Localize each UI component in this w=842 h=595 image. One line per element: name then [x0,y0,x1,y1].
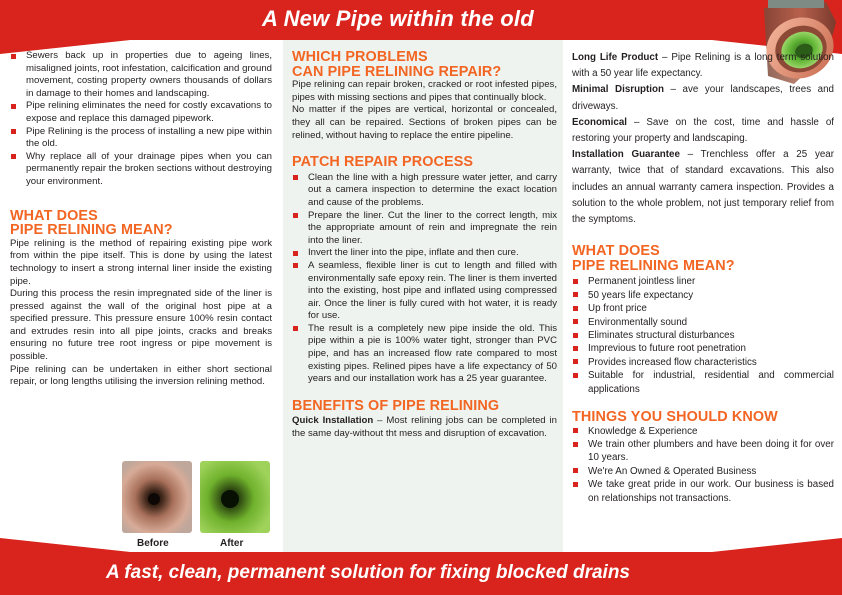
list-item: Sewers back up in properties due to ageing lines, misaligned joints, root infestation, calcification and ground movement, costing property owners thousands of dollars in damage to their homes and landscaping. [10,50,272,100]
section-heading: WHAT DOES PIPE RELINING MEAN? [10,207,173,239]
bullet-square-icon [573,468,578,473]
section-heading: WHICH PROBLEMS CAN PIPE RELINING REPAIR? [292,49,502,80]
list-item: Why replace all of your drainage pipes when you can permanently repair the broken sections without destroying your environment. [10,151,272,189]
bullet-square-icon [573,319,578,324]
bullet-square-icon [293,251,298,256]
intro-bullet-list [10,50,272,189]
bullet-square-icon [573,373,578,378]
list-item: The result is a completely new pipe inside the old. This pipe within a pie is 100% water tight, stronger than PVC pipe, and has an increased flow rate compared to most existing pipes. Relined pipes have a life expectancy of 50 years and our installation work has a 25 year guarantee. [292,323,557,386]
benefits-bullet-list [572,275,834,396]
bullet-square-icon [573,333,578,338]
section-heading: WHAT DOES PIPE RELINING MEAN? [572,243,735,274]
list-item: Imprevious to future root penetration [572,342,834,355]
paragraph: During this process the resin impregnated side of the liner is pressed against the wall of the original host pipe at a specified pressure. This pressure ensure 100% resin contact and extrudes resin into all pipe joints, cracks and breaks ensuring no future tree root ingress or pipe movement is possible. [10,288,272,363]
paragraph: No matter if the pipes are vertical, horizontal or concealed, they all can be repaired. Sections of broken pipes can be relined, without having to replace the entire pipeline. [292,104,557,141]
paragraph: Installation Guarantee – Trenchless offer a 25 year warranty, twice that of standard excavations. This also includes an annual warranty camera inspection. Provides a solution to the whole problem, not just temporary relief from the symptoms. [572,149,834,226]
bullet-square-icon [573,346,578,351]
bullet-square-icon [573,306,578,311]
bullet-square-icon [573,292,578,297]
top-banner [0,0,842,40]
list-item: We take great pride in our work. Our business is based on relationships not transactions. [572,478,834,505]
list-item: Prepare the liner. Cut the liner to the correct length, mix the appropriate amount of rein and impregnate the rein into the liner. [292,210,557,248]
section-heading: BENEFITS OF PIPE RELINING [292,397,500,414]
list-item: Pipe relining eliminates the need for costly excavations to expose and replace this damaged pipework. [10,100,272,125]
bullet-square-icon [293,175,298,180]
list-item: Clean the line with a high pressure water jetter, and carry out a camera inspection to determine the exact location and cause of the problems. [292,172,557,210]
after-caption: After [220,538,244,549]
bullet-square-icon [293,213,298,218]
bullet-square-icon [573,359,578,364]
list-item: Pipe Relining is the process of installing a new pipe within the old. [10,126,272,151]
bottom-banner [0,552,842,595]
list-item: We're An Owned & Operated Business [572,465,834,478]
before-photo [122,461,192,533]
list-item: Up front price [572,302,834,315]
patch-steps-list [292,172,557,386]
list-item: Environmentally sound [572,316,834,329]
bullet-square-icon [573,428,578,433]
list-item: Permanent jointless liner [572,275,834,288]
bullet-square-icon [11,104,16,109]
list-item: 50 years life expectancy [572,289,834,302]
list-item: Invert the liner into the pipe, inflate and then cure. [292,247,557,260]
list-item: Eliminates structural disturbances [572,329,834,342]
paragraph: Economical – Save on the cost, time and hassle of restoring your property and landscaping. [572,116,834,145]
section-heading: PATCH REPAIR PROCESS [292,154,474,171]
list-item: A seamless, flexible liner is cut to length and filled with environmentally safe epoxy rein. The liner is them inverted into the existing, host pipe and inflated using compressed air. Once the liner is fully cured with hot water, it is ready for use. [292,260,557,323]
right-column [572,50,834,505]
paragraph: Long Life Product – Pipe Relining is a long term solution with a 50 year life expectancy. [572,52,835,80]
know-bullet-list [572,425,834,505]
bullet-square-icon [573,279,578,284]
paragraph: Minimal Disruption – ave your landscapes, trees and driveways. [572,84,834,112]
before-caption: Before [137,538,169,549]
list-item: We train other plumbers and have been doing it for over 10 years. [572,438,834,465]
list-item: Suitable for industrial, residential and commercial applications [572,369,834,396]
bullet-square-icon [573,482,578,487]
paragraph: Pipe relining is the method of repairing existing pipe work from within the pipe itself. This is done by using the latest technology to insert a strong internal liner inside the existing pipe. [10,237,272,287]
bullet-square-icon [293,263,298,268]
after-photo [200,461,270,533]
list-item: Provides increased flow characteristics [572,356,834,369]
paragraph: Pipe relining can be undertaken in either short sectional repair, or long lengths utilising the inversion relining method. [10,363,272,388]
bullet-square-icon [293,326,298,331]
page-title: A New Pipe within the old [262,6,534,31]
bottom-left-wedge [0,538,130,552]
bullet-square-icon [11,129,16,134]
bullet-square-icon [11,154,16,159]
middle-column [292,50,557,441]
section-heading: THINGS YOU SHOULD KNOW [572,409,778,426]
footer-slogan: A fast, clean, permanent solution for fixing blocked drains [106,562,630,583]
bottom-right-wedge [712,538,842,552]
bullet-square-icon [11,54,16,59]
list-item: Knowledge & Experience [572,425,834,438]
paragraph: Quick Installation – Most relining jobs can be completed in the same day-without tht mess and disruption of excavation. [292,415,557,440]
left-column [10,50,272,389]
bullet-square-icon [573,442,578,447]
paragraph: Pipe relining can repair broken, cracked or root infested pipes, pipes with missing sections and pipes that continually block. [292,79,557,103]
